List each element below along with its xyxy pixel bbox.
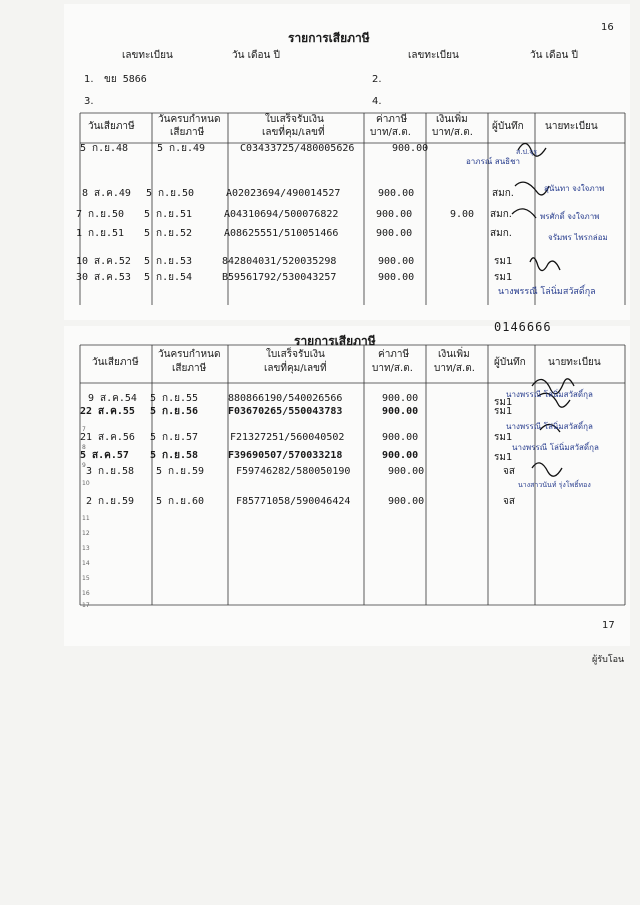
top-col-date-2: วัน เดือน ปี	[530, 50, 578, 61]
t2-row-due: 5 ก.ย.57	[150, 432, 199, 443]
footer-transferee-label: ผู้รับโอน	[592, 655, 625, 665]
t1-row-date: 10 ส.ค.52	[76, 256, 131, 267]
t2-row-date: 9 ส.ค.54	[88, 393, 137, 404]
bottom-title: รายการเสียภาษี	[294, 334, 376, 348]
t1-row-due: 5 ก.ย.51	[144, 209, 193, 220]
t2-row-due: 5 ก.ย.59	[156, 466, 205, 477]
row-number: 13	[82, 545, 90, 552]
t1-row-receipt: A04310694/500076822	[224, 209, 339, 220]
t2-header-extra-l2: บาท/ส.ต.	[434, 363, 475, 374]
top-page-number: 16	[601, 22, 614, 33]
t1-row-due: 5 ก.ย.54	[144, 272, 193, 283]
row-number: 17	[82, 602, 90, 609]
row-number: 9	[82, 462, 86, 469]
row-number: 7	[82, 426, 86, 433]
t1-row-fee: 900.00	[378, 188, 415, 199]
t2-header-receipt-l1: ใบเสร็จรับเงิน	[266, 349, 325, 360]
t2-row-date: 5 ส.ค.57	[80, 450, 129, 461]
top-col-plate-1: เลขทะเบียน	[122, 50, 173, 61]
t1-header-extra-l1: เงินเพิ่ม	[436, 114, 468, 125]
t2-row-receipt: F59746282/580050190	[236, 466, 351, 477]
t2-header-extra-l1: เงินเพิ่ม	[438, 349, 470, 360]
t2-header-receipt-l2: เลขที่คุม/เลขที่	[264, 363, 327, 374]
t2-row-fee: 900.00	[388, 496, 425, 507]
t1-row-date: 7 ก.ย.50	[76, 209, 125, 220]
t1-row-receipt: 842804031/520035298	[222, 256, 337, 267]
t2-row-due: 5 ก.ย.60	[156, 496, 205, 507]
t1-row-due: 5 ก.ย.53	[144, 256, 193, 267]
t2-row-recorder: รม1	[494, 406, 513, 417]
t1-row-date: 30 ส.ค.53	[76, 272, 131, 283]
t2-header-due-l2: เสียภาษี	[172, 363, 207, 374]
t1-row-fee: 900.00	[392, 143, 429, 154]
t1-header-extra-l2: บาท/ส.ต.	[432, 127, 473, 138]
t1-row-fee: 900.00	[376, 209, 413, 220]
official-stamp: นางพรรณี โล่นิ่มสวัสดิ์กุล	[512, 443, 599, 452]
t1-row-fee: 900.00	[378, 272, 415, 283]
t2-row-fee: 900.00	[382, 406, 419, 417]
t1-row-recorder: รม1	[494, 272, 513, 283]
t1-row-extra: 9.00	[450, 209, 475, 220]
t2-row-recorder: รม1	[494, 432, 513, 443]
t2-row-fee: 900.00	[382, 432, 419, 443]
t1-row-receipt: B59561792/530043257	[222, 272, 337, 283]
row-number: 10	[82, 480, 90, 487]
row-number: 16	[82, 590, 90, 597]
t2-row-receipt: 880866190/540026566	[228, 393, 343, 404]
t1-header-receipt-l1: ใบเสร็จรับเงิน	[265, 114, 324, 125]
bottom-page-number: 17	[602, 620, 615, 631]
t2-row-due: 5 ก.ย.58	[150, 450, 199, 461]
t1-row-date: 8 ส.ค.49	[82, 188, 131, 199]
t2-row-receipt: F03670265/550043783	[228, 406, 343, 417]
t2-row-fee: 900.00	[382, 450, 419, 461]
t1-row-recorder: สมก.	[490, 228, 512, 239]
t1-row-recorder: สมก.	[490, 209, 512, 220]
t2-row-fee: 900.00	[388, 466, 425, 477]
t2-row-due: 5 ก.ย.55	[150, 393, 199, 404]
t1-row-date: 1 ก.ย.51	[76, 228, 125, 239]
official-stamp: ส.ป.จุรุ	[516, 148, 538, 156]
top-col-date-1: วัน เดือน ปี	[232, 50, 280, 61]
t2-row-date: 3 ก.ย.58	[86, 466, 135, 477]
top-row4-number: 4.	[372, 96, 382, 107]
t1-header-fee-l1: ค่าภาษี	[376, 114, 408, 125]
t1-row-date: 5 ก.ย.48	[80, 143, 129, 154]
t1-row-recorder: สมก.	[492, 188, 514, 199]
t1-row-due: 5 ก.ย.49	[157, 143, 206, 154]
t2-row-date: 2 ก.ย.59	[86, 496, 135, 507]
t2-header-fee-l2: บาท/ส.ต.	[372, 363, 413, 374]
t1-header-due-l2: เสียภาษี	[170, 127, 205, 138]
top-row2-number: 2.	[372, 74, 382, 85]
t2-row-recorder: จส	[503, 466, 515, 477]
t1-row-recorder: รม1	[494, 256, 513, 267]
official-stamp: อาภรณ์ สนธิชา	[466, 157, 520, 166]
t1-header-tax-date: วันเสียภาษี	[88, 121, 135, 132]
document-serial-number: 0146666	[494, 320, 552, 334]
official-stamp: สุนันทา จงใจภาพ	[544, 184, 605, 193]
t2-row-recorder: จส	[503, 496, 515, 507]
t2-row-recorder: รม1	[494, 452, 513, 463]
top-title: รายการเสียภาษี	[288, 31, 370, 45]
t2-header-tax-date: วันเสียภาษี	[92, 357, 139, 368]
row-number: 15	[82, 575, 90, 582]
t2-row-receipt: F39690507/570033218	[228, 450, 343, 461]
t2-row-receipt: F85771058/590046424	[236, 496, 351, 507]
t2-header-recorder: ผู้บันทึก	[494, 357, 526, 368]
top-row1-number: 1.	[84, 74, 94, 85]
row-number: 8	[82, 444, 86, 451]
top-row1-plate: ขย 5866	[104, 74, 147, 85]
t1-row-receipt: C03433725/480005626	[240, 143, 355, 154]
t1-row-receipt: A02023694/490014527	[226, 188, 341, 199]
t2-row-due: 5 ก.ย.56	[150, 406, 199, 417]
top-col-plate-2: เลขทะเบียน	[408, 50, 459, 61]
row-number: 14	[82, 560, 90, 567]
t2-row-date: 21 ส.ค.56	[80, 432, 135, 443]
t2-row-recorder: รม1	[494, 397, 513, 408]
t2-row-date: 22 ส.ค.55	[80, 406, 135, 417]
official-stamp: นางพรรณี โล่นิ่มสวัสดิ์กุล	[498, 287, 596, 297]
official-stamp: จรัมพร ไพรกล่อม	[548, 233, 608, 242]
t1-header-due-l1: วันครบกำหนด	[158, 114, 221, 125]
t2-header-registrar: นายทะเบียน	[548, 357, 601, 368]
t1-row-due: 5 ก.ย.52	[144, 228, 193, 239]
t1-row-due: 5 ก.ย.50	[146, 188, 195, 199]
t1-header-fee-l2: บาท/ส.ต.	[370, 127, 411, 138]
row-number: 12	[82, 530, 90, 537]
official-stamp: พรศักดิ์ จงใจภาพ	[540, 212, 600, 221]
t1-row-receipt: A08625551/510051466	[224, 228, 339, 239]
official-stamp: นางพรรณี โล่นิ่มสวัสดิ์กุล	[506, 422, 593, 431]
t2-row-receipt: F21327251/560040502	[230, 432, 345, 443]
t1-header-recorder: ผู้บันทึก	[492, 121, 524, 132]
top-row3-number: 3.	[84, 96, 94, 107]
t1-header-receipt-l2: เลขที่คุม/เลขที่	[262, 127, 325, 138]
t2-row-fee: 900.00	[382, 393, 419, 404]
official-stamp: นางสาวนันท์ รุ่งโพธิ์ทอง	[518, 481, 591, 489]
t1-row-fee: 900.00	[378, 256, 415, 267]
t2-header-fee-l1: ค่าภาษี	[378, 349, 410, 360]
official-stamp: นางพรรณี โล่นิ่มสวัสดิ์กุล	[506, 390, 593, 399]
t1-row-fee: 900.00	[376, 228, 413, 239]
t2-header-due-l1: วันครบกำหนด	[158, 349, 221, 360]
t1-header-registrar: นายทะเบียน	[545, 121, 598, 132]
row-number: 11	[82, 515, 90, 522]
